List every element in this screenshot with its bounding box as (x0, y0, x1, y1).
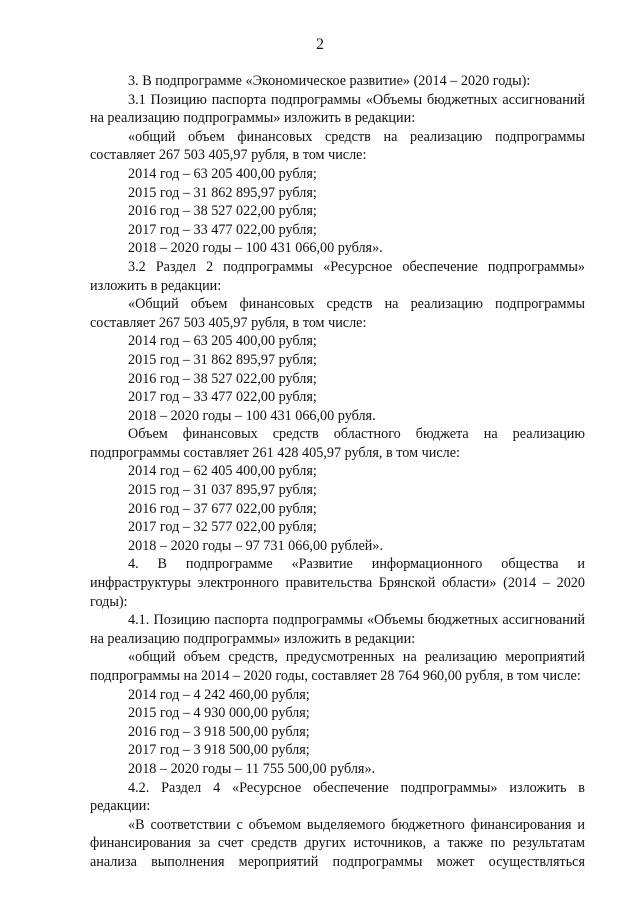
paragraph: 4.1. Позицию паспорта подпрограммы «Объемы бюджетных ассигнований на реализацию подпрограммы» изложить в редакции: (90, 612, 585, 647)
funding-line: 2018 – 2020 годы – 100 431 066,00 рубля». (128, 240, 383, 257)
funding-line: 2016 год – 3 918 500,00 рубля; (128, 723, 310, 740)
funding-line: 2014 год – 62 405 400,00 рубля; (128, 463, 317, 480)
funding-line: 2018 – 2020 годы – 11 755 500,00 рубля». (128, 760, 376, 777)
funding-line: 2016 год – 37 677 022,00 рубля; (128, 500, 317, 517)
funding-line: 2017 год – 32 577 022,00 рубля; (128, 519, 317, 536)
funding-line: 2014 год – 4 242 460,00 рубля; (128, 686, 310, 703)
paragraph: «В соответствии с объемом выделяемого бюджетного финансирования и финансирования за счет средств других источников, а также по результатам анализа выполнения мероприятий подпрограммы может осуществляться (90, 816, 585, 870)
funding-line: 2014 год – 63 205 400,00 рубля; (128, 165, 317, 182)
funding-line: 2018 – 2020 годы – 100 431 066,00 рубля. (128, 407, 376, 424)
page-number: 2 (316, 36, 324, 53)
paragraph: Объем финансовых средств областного бюджета на реализацию подпрограммы составляет 261 428 405,97 рубля, в том числе: (90, 426, 585, 461)
paragraph: 3. В подпрограмме «Экономическое развитие» (2014 – 2020 годы): (128, 73, 531, 89)
paragraph: 4. В подпрограмме «Развитие информационного общества и инфраструктуры электронного правительства Брянской области» (2014 – 2020 годы): (90, 556, 585, 610)
paragraph: «общий объем средств, предусмотренных на реализацию мероприятий подпрограммы на 2014 – 2020 годы, составляет 28 764 960,00 рубля, в том числе: (90, 649, 585, 684)
paragraph: «Общий объем финансовых средств на реализацию подпрограммы составляет 267 503 405,97 рубля, в том числе: (90, 296, 585, 331)
paragraph: «общий объем финансовых средств на реализацию подпрограммы составляет 267 503 405,97 рубля, в том числе: (90, 128, 585, 164)
paragraph: 3.1 Позицию паспорта подпрограммы «Объемы бюджетных ассигнований на реализацию подпрограммы» изложить в редакции: (90, 91, 585, 127)
funding-line: 2016 год – 38 527 022,00 рубля; (128, 370, 317, 387)
funding-line: 2017 год – 33 477 022,00 рубля; (128, 221, 317, 238)
funding-line: 2016 год – 38 527 022,00 рубля; (128, 203, 317, 220)
funding-line: 2017 год – 33 477 022,00 рубля; (128, 389, 317, 406)
funding-line: 2015 год – 4 930 000,00 рубля; (128, 705, 310, 722)
funding-line: 2015 год – 31 037 895,97 рубля; (128, 482, 317, 499)
funding-line: 2018 – 2020 годы – 97 731 066,00 рублей». (128, 537, 383, 554)
funding-line: 2015 год – 31 862 895,97 рубля; (128, 184, 317, 201)
paragraph: 3.2 Раздел 2 подпрограммы «Ресурсное обеспечение подпрограммы» изложить в редакции: (90, 258, 585, 294)
funding-line: 2014 год – 63 205 400,00 рубля; (128, 333, 317, 350)
funding-line: 2015 год – 31 862 895,97 рубля; (128, 351, 317, 368)
document-body (90, 72, 585, 872)
paragraph: 4.2. Раздел 4 «Ресурсное обеспечение подпрограммы» изложить в редакции: (90, 779, 585, 815)
funding-line: 2017 год – 3 918 500,00 рубля; (128, 742, 310, 759)
